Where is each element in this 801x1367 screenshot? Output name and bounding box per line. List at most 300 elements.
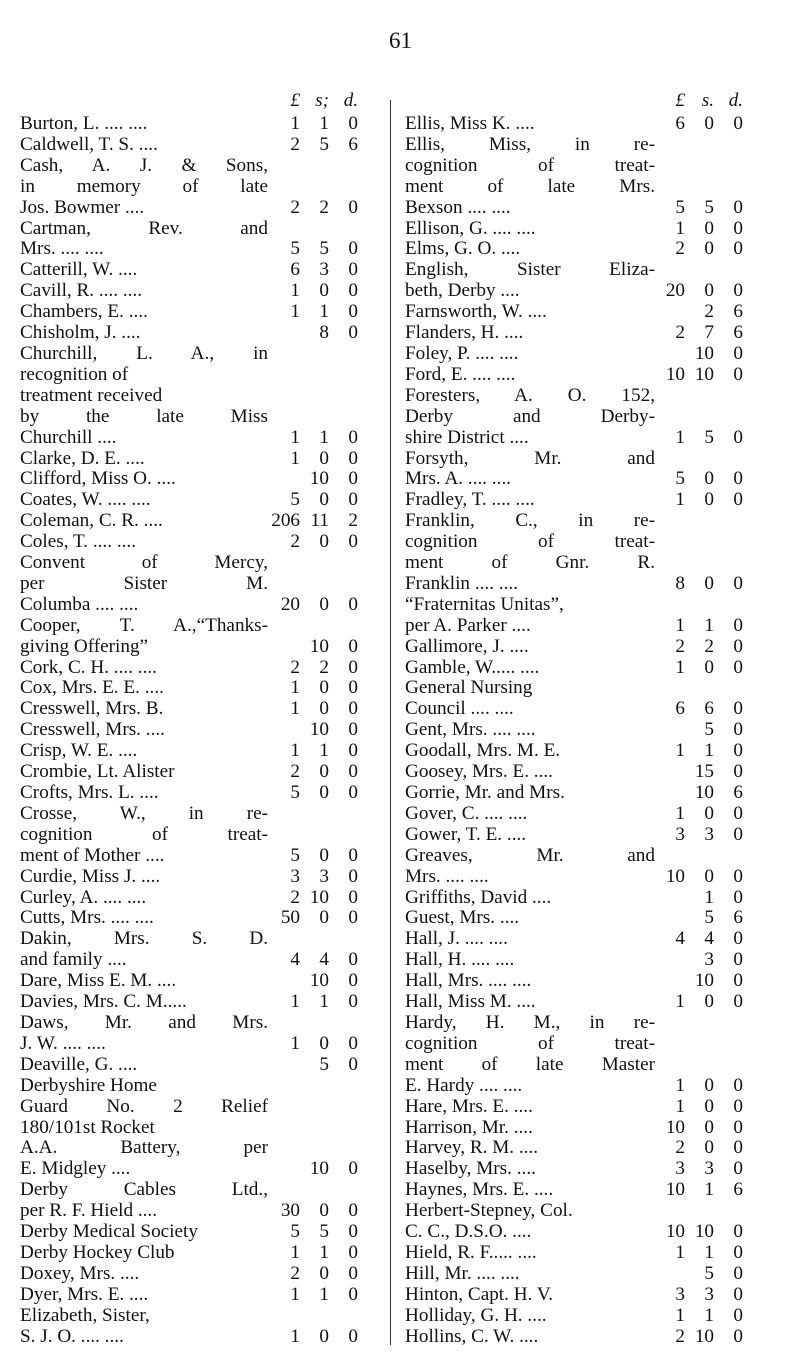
amount-pence: 0 [733, 1095, 743, 1117]
amount-pounds: 2 [290, 886, 300, 908]
donor-text-line: Holliday, G. H. .... [405, 1304, 547, 1326]
donation-entry [405, 678, 745, 720]
amount-pounds: 6 [290, 259, 300, 281]
amount-shillings: 0 [319, 907, 329, 929]
amount-pence: 0 [348, 196, 358, 218]
donor-text-line: Haynes, Mrs. E. .... [405, 1179, 554, 1201]
amount-pence: 0 [348, 907, 358, 929]
amount [262, 720, 360, 741]
amount-shillings: 0 [319, 593, 329, 615]
donor-text-line: S. J. O. .... .... [20, 1325, 124, 1347]
amount-pence: 6 [733, 1179, 743, 1201]
donor-text-line: Churchill .... [20, 426, 117, 448]
donation-entry [405, 511, 745, 595]
donor-text-line: Elizabeth, Sister, [20, 1304, 150, 1326]
donor-text-line: Cash, A. J. & Sons, [20, 154, 268, 176]
amount-pence: 0 [348, 677, 358, 699]
donation-entry [20, 1055, 360, 1076]
amount [647, 323, 745, 344]
amount-pounds: 3 [675, 1283, 685, 1305]
donor-text-line: Harvey, R. M. .... [405, 1137, 539, 1159]
amount [262, 971, 360, 992]
amount [262, 532, 360, 553]
donation-entry [20, 1306, 360, 1348]
amount [647, 992, 745, 1013]
donor-text-line: Crisp, W. E. .... [20, 740, 138, 762]
amount-pounds: 1 [290, 426, 300, 448]
donor-text-line: Hall, J. .... .... [405, 928, 508, 950]
donor-text-line: cognition of treat- [20, 823, 268, 845]
amount-pence: 0 [348, 1053, 358, 1075]
amount-pounds: 10 [665, 1116, 685, 1138]
amount [647, 428, 745, 449]
amount-shillings: 3 [704, 823, 714, 845]
donation-entry [20, 302, 360, 323]
right-column [405, 90, 745, 1347]
amount-shillings: 1 [319, 113, 329, 134]
donor-text-line: English, Sister Eliza- [405, 259, 655, 281]
donor-text-line: Gower, T. E. .... [405, 823, 527, 845]
amount-pounds: 1 [675, 740, 685, 762]
amount-pence: 0 [733, 1137, 743, 1159]
donor-text-line: and family .... [20, 949, 127, 971]
donation-entry [20, 908, 360, 929]
amount [262, 1327, 360, 1348]
donor-text-line: Ford, E. .... .... [405, 363, 516, 385]
amount-pounds: 1 [290, 1032, 300, 1054]
donor-text-line: Jos. Bowmer .... [20, 196, 145, 218]
donation-entry [20, 219, 360, 261]
donor-text-line: Deaville, G. .... [20, 1053, 138, 1075]
amount-pence: 0 [348, 301, 358, 323]
donation-entry [405, 637, 745, 658]
amount-pounds: 20 [280, 593, 300, 615]
amount [262, 1243, 360, 1264]
amount-pounds: 2 [290, 1262, 300, 1284]
donation-entry [405, 888, 745, 909]
amount-shillings: 1 [704, 1304, 714, 1326]
donor-text-line: J. W. .... .... [20, 1032, 106, 1054]
amount-shillings: 0 [319, 1032, 329, 1054]
amount-pence: 0 [348, 322, 358, 344]
amount-shillings: 0 [704, 113, 714, 134]
donor-text-line: Bexson .... .... [405, 196, 511, 218]
donor-text-line: ment of Gnr. R. [405, 552, 655, 574]
amount [647, 1138, 745, 1159]
amount [262, 1201, 360, 1222]
amount [262, 260, 360, 281]
donor-text-line: Foley, P. .... .... [405, 342, 519, 364]
amount-pence: 0 [733, 928, 743, 950]
donor-text-line: Dakin, Mrs. S. D. [20, 928, 268, 950]
donor-text-line: Mrs. .... .... [20, 238, 104, 260]
donor-text-line: 180/101st Rocket [20, 1116, 155, 1138]
amount-pounds: 8 [675, 572, 685, 594]
donation-entry [405, 658, 745, 679]
amount-pounds: 10 [665, 865, 685, 887]
amount [647, 1222, 745, 1243]
donation-entry [20, 1264, 360, 1285]
amount-shillings: 0 [704, 489, 714, 511]
amount [647, 699, 745, 720]
amount-pounds: 1 [675, 991, 685, 1013]
amount-pounds: 1 [675, 656, 685, 678]
amount-pence: 0 [348, 656, 358, 678]
amount [647, 1076, 745, 1097]
donor-text-line: cognition of treat- [405, 531, 655, 553]
amount-pounds: 1 [675, 217, 685, 239]
amount-pounds: 10 [665, 363, 685, 385]
donor-text-line: Hinton, Capt. H. V. [405, 1283, 554, 1305]
amount-pounds: 1 [290, 991, 300, 1013]
donor-text-line: Council .... .... [405, 698, 514, 720]
amount-pence: 0 [348, 280, 358, 302]
donation-entry [20, 741, 360, 762]
donor-text-line: treatment received [20, 384, 163, 406]
amount-pounds: 1 [290, 113, 300, 134]
donor-text-line: Hall, Miss M. .... [405, 991, 536, 1013]
amount [647, 1159, 745, 1180]
amount-shillings: 10 [694, 342, 714, 364]
donation-entry [20, 156, 360, 219]
donor-text-line: Mrs. A. .... .... [405, 468, 512, 490]
amount [262, 428, 360, 449]
amount-pounds: 5 [290, 844, 300, 866]
amount-pounds: 6 [675, 113, 685, 134]
donation-entry [20, 720, 360, 741]
amount-pence: 0 [733, 572, 743, 594]
donor-text-line: Gover, C. .... .... [405, 802, 528, 824]
donor-text-line: Flanders, H. .... [405, 322, 524, 344]
donation-entry [20, 1222, 360, 1243]
donor-text-line: Convent of Mercy, [20, 552, 268, 574]
amount-pence: 0 [733, 823, 743, 845]
amount-pounds: 1 [290, 698, 300, 720]
donation-entry [405, 741, 745, 762]
amount-pence: 0 [348, 1200, 358, 1222]
amount [647, 658, 745, 679]
amount-shillings: 5 [704, 907, 714, 929]
donor-text-line: Greaves, Mr. and [405, 844, 655, 866]
amount-shillings: 3 [704, 949, 714, 971]
donor-text-line: Coleman, C. R. .... [20, 510, 163, 532]
amount-shillings: 8 [319, 322, 329, 344]
amount-shillings: 4 [704, 928, 714, 950]
amount [262, 198, 360, 219]
donation-entry [405, 1138, 745, 1159]
donation-entry [405, 1013, 745, 1097]
amount-pence: 0 [348, 698, 358, 720]
amount-shillings: 3 [704, 1158, 714, 1180]
amount-shillings: 5 [704, 1262, 714, 1284]
amount-pence: 0 [348, 782, 358, 803]
donor-text-line: Guard No. 2 Relief [20, 1095, 268, 1117]
amount-pence: 0 [733, 719, 743, 741]
donor-text-line: Franklin, C., in re- [405, 510, 655, 532]
amount-pounds: 5 [675, 196, 685, 218]
amount [262, 637, 360, 658]
amount-pounds: 4 [675, 928, 685, 950]
amount-pence: 6 [733, 782, 743, 803]
amount-shillings: 2 [704, 301, 714, 323]
amount-pence: 0 [348, 1032, 358, 1054]
donor-text-line: Cooper, T. A.,“Thanks- [20, 614, 268, 636]
amount-pence: 0 [348, 970, 358, 992]
amount-shillings: 0 [704, 238, 714, 260]
amount [647, 783, 745, 804]
amount-pence: 0 [348, 1221, 358, 1243]
donation-entry [405, 783, 745, 804]
amount-pence: 0 [348, 949, 358, 971]
donor-text-line: Goodall, Mrs. M. E. [405, 740, 561, 762]
amount-shillings: 10 [694, 363, 714, 385]
amount-shillings: 11 [310, 510, 329, 532]
amount-pounds: 5 [290, 489, 300, 511]
amount [262, 762, 360, 783]
amount-pence: 0 [733, 970, 743, 992]
amount [262, 323, 360, 344]
amount-shillings: 6 [704, 698, 714, 720]
donor-text-line: General Nursing [405, 677, 533, 699]
amount-pounds: 20 [665, 280, 685, 302]
amount-pounds: 2 [290, 531, 300, 553]
donation-entry [20, 699, 360, 720]
donation-entry [20, 804, 360, 867]
amount-shillings: 1 [704, 886, 714, 908]
amount-pounds: 10 [665, 1179, 685, 1201]
amount [262, 239, 360, 260]
donation-entry [20, 532, 360, 553]
donor-list-right [405, 114, 745, 1347]
amount-shillings: 5 [704, 196, 714, 218]
amount [262, 888, 360, 909]
amount-pence: 0 [348, 426, 358, 448]
donor-text-line: Coates, W. .... .... [20, 489, 151, 511]
amount [262, 302, 360, 323]
donor-text-line: Mrs. .... .... [405, 865, 489, 887]
donation-entry [20, 929, 360, 971]
amount-pence: 0 [733, 802, 743, 824]
amount [647, 1306, 745, 1327]
donor-text-line: “Fraternitas Unitas”, [405, 593, 564, 615]
amount-pounds: 10 [665, 1221, 685, 1243]
amount-pence: 0 [733, 1241, 743, 1263]
amount [647, 1180, 745, 1201]
amount-shillings: 3 [319, 259, 329, 281]
currency-header [20, 90, 360, 114]
amount [647, 888, 745, 909]
donation-entry [405, 1264, 745, 1285]
donor-text-line: shire District .... [405, 426, 529, 448]
amount-pence: 0 [733, 426, 743, 448]
amount-pounds: 1 [675, 1304, 685, 1326]
amount-shillings: 10 [694, 1221, 714, 1243]
amount-pence: 0 [733, 991, 743, 1013]
amount-shillings: 4 [319, 949, 329, 971]
amount-shillings: 0 [704, 1116, 714, 1138]
donor-text-line: Davies, Mrs. C. M..... [20, 991, 187, 1013]
amount-shillings: 5 [704, 426, 714, 448]
donor-text-line: Derby Medical Society [20, 1221, 198, 1243]
donation-entry [405, 846, 745, 888]
donation-entry [405, 1118, 745, 1139]
amount-pence: 0 [348, 489, 358, 511]
donation-entry [20, 1285, 360, 1306]
amount-shillings: 1 [319, 740, 329, 762]
amount-pence: 0 [733, 656, 743, 678]
amount-pence: 0 [733, 865, 743, 887]
donation-entry [405, 490, 745, 511]
pounds-header: £ [290, 90, 300, 111]
amount-shillings: 10 [309, 1158, 329, 1180]
donor-text-line: ment of late Mrs. [405, 175, 655, 197]
pence-header: d. [728, 90, 743, 111]
donation-entry [405, 1327, 745, 1348]
donor-text-line: Cavill, R. .... .... [20, 280, 143, 302]
donation-entry [20, 992, 360, 1013]
amount-pence: 0 [733, 635, 743, 657]
amount [647, 281, 745, 302]
donor-text-line: Ellison, G. .... .... [405, 217, 536, 239]
donation-entry [20, 1243, 360, 1264]
amount [647, 804, 745, 825]
amount-pence: 0 [733, 1074, 743, 1096]
amount-shillings: 3 [704, 1283, 714, 1305]
amount-pence: 0 [348, 719, 358, 741]
amount-pence: 0 [348, 886, 358, 908]
donor-text-line: Churchill, L. A., in [20, 342, 268, 364]
donor-text-line: Hall, H. .... .... [405, 949, 515, 971]
donation-entry [405, 219, 745, 240]
donation-entry [405, 365, 745, 386]
donor-text-line: Gorrie, Mr. and Mrs. [405, 782, 565, 803]
donor-text-line: Chambers, E. .... [20, 301, 148, 323]
amount-pence: 0 [348, 740, 358, 762]
donation-entry [20, 888, 360, 909]
donation-entry [20, 260, 360, 281]
donation-entry [405, 762, 745, 783]
amount-pounds: 2 [675, 1137, 685, 1159]
donor-text-line: Forsyth, Mr. and [405, 447, 655, 469]
donor-text-line: E. Midgley .... [20, 1158, 131, 1180]
amount-shillings: 10 [309, 635, 329, 657]
donation-entry [20, 469, 360, 490]
amount [647, 908, 745, 929]
amount-shillings: 0 [319, 1200, 329, 1222]
amount-pence: 0 [733, 1158, 743, 1180]
amount-pence: 0 [733, 698, 743, 720]
amount-shillings: 0 [319, 698, 329, 720]
donor-text-line: Foresters, A. O. 152, [405, 384, 655, 406]
amount-pence: 0 [348, 1325, 358, 1347]
donor-text-line: Catterill, W. .... [20, 259, 138, 281]
amount-shillings: 10 [309, 719, 329, 741]
amount-shillings: 0 [704, 280, 714, 302]
donor-text-line: Ellis, Miss, in re- [405, 133, 655, 155]
donation-entry [20, 1180, 360, 1222]
amount [262, 1222, 360, 1243]
donation-entry [405, 825, 745, 846]
amount-pounds: 1 [675, 426, 685, 448]
amount [262, 992, 360, 1013]
donor-text-line: ment of Mother .... [20, 844, 165, 866]
amount-shillings: 10 [694, 782, 714, 803]
donation-entry [20, 783, 360, 804]
amount-pounds: 1 [290, 677, 300, 699]
donation-entry [405, 135, 745, 219]
amount-pence: 0 [348, 238, 358, 260]
amount-shillings: 0 [319, 531, 329, 553]
amount [647, 490, 745, 511]
amount-shillings: 1 [319, 301, 329, 323]
amount-pence: 0 [733, 1116, 743, 1138]
amount-shillings: 15 [694, 761, 714, 783]
amount-shillings: 1 [704, 614, 714, 636]
donor-text-line: Clarke, D. E. .... [20, 447, 145, 469]
amount-pence: 0 [348, 468, 358, 490]
amount-pence: 0 [733, 761, 743, 783]
donation-entry [20, 281, 360, 302]
donor-text-line: A.A. Battery, per [20, 1137, 268, 1159]
amount-pounds: 2 [675, 322, 685, 344]
donation-entry [20, 553, 360, 616]
donor-text-line: Farnsworth, W. .... [405, 301, 547, 323]
donor-text-line: Daws, Mr. and Mrs. [20, 1011, 268, 1033]
amount-shillings: 0 [704, 656, 714, 678]
amount-pence: 0 [733, 949, 743, 971]
amount [647, 239, 745, 260]
amount-pounds: 30 [280, 1200, 300, 1222]
amount-shillings: 10 [309, 970, 329, 992]
donation-entry [20, 323, 360, 344]
donation-entry [20, 971, 360, 992]
donation-entry [405, 1180, 745, 1201]
donation-entry [20, 762, 360, 783]
amount-pence: 0 [733, 614, 743, 636]
amount-pounds: 1 [675, 489, 685, 511]
amount-shillings: 5 [319, 1221, 329, 1243]
donor-text-line: Curdie, Miss J. .... [20, 865, 161, 887]
amount-shillings: 0 [319, 844, 329, 866]
amount-pounds: 1 [290, 740, 300, 762]
amount [262, 1264, 360, 1285]
amount-pounds: 1 [290, 1325, 300, 1347]
amount-shillings: 1 [704, 1241, 714, 1263]
donor-text-line: Elms, G. O. .... [405, 238, 521, 260]
amount-pence: 6 [733, 322, 743, 344]
amount-shillings: 5 [319, 1053, 329, 1075]
donor-text-line: per Sister M. [20, 572, 268, 594]
amount-pence: 0 [733, 196, 743, 218]
donation-entry [405, 260, 745, 302]
amount-pence: 2 [348, 510, 358, 532]
amount-pounds: 5 [675, 468, 685, 490]
donor-text-line: Haselby, Mrs. .... [405, 1158, 536, 1180]
donation-entry [405, 344, 745, 365]
donor-text-line: Columba .... .... [20, 593, 139, 615]
amount [262, 741, 360, 762]
amount-pounds: 2 [675, 635, 685, 657]
amount [647, 1097, 745, 1118]
donation-entry [405, 950, 745, 971]
amount-pence: 0 [733, 1221, 743, 1243]
amount-pounds: 5 [290, 782, 300, 803]
donor-text-line: Gallimore, J. .... [405, 635, 529, 657]
amount [647, 574, 745, 595]
donor-text-line: Curley, A. .... .... [20, 886, 147, 908]
amount [262, 490, 360, 511]
donor-text-line: Hollins, C. W. .... [405, 1325, 539, 1347]
